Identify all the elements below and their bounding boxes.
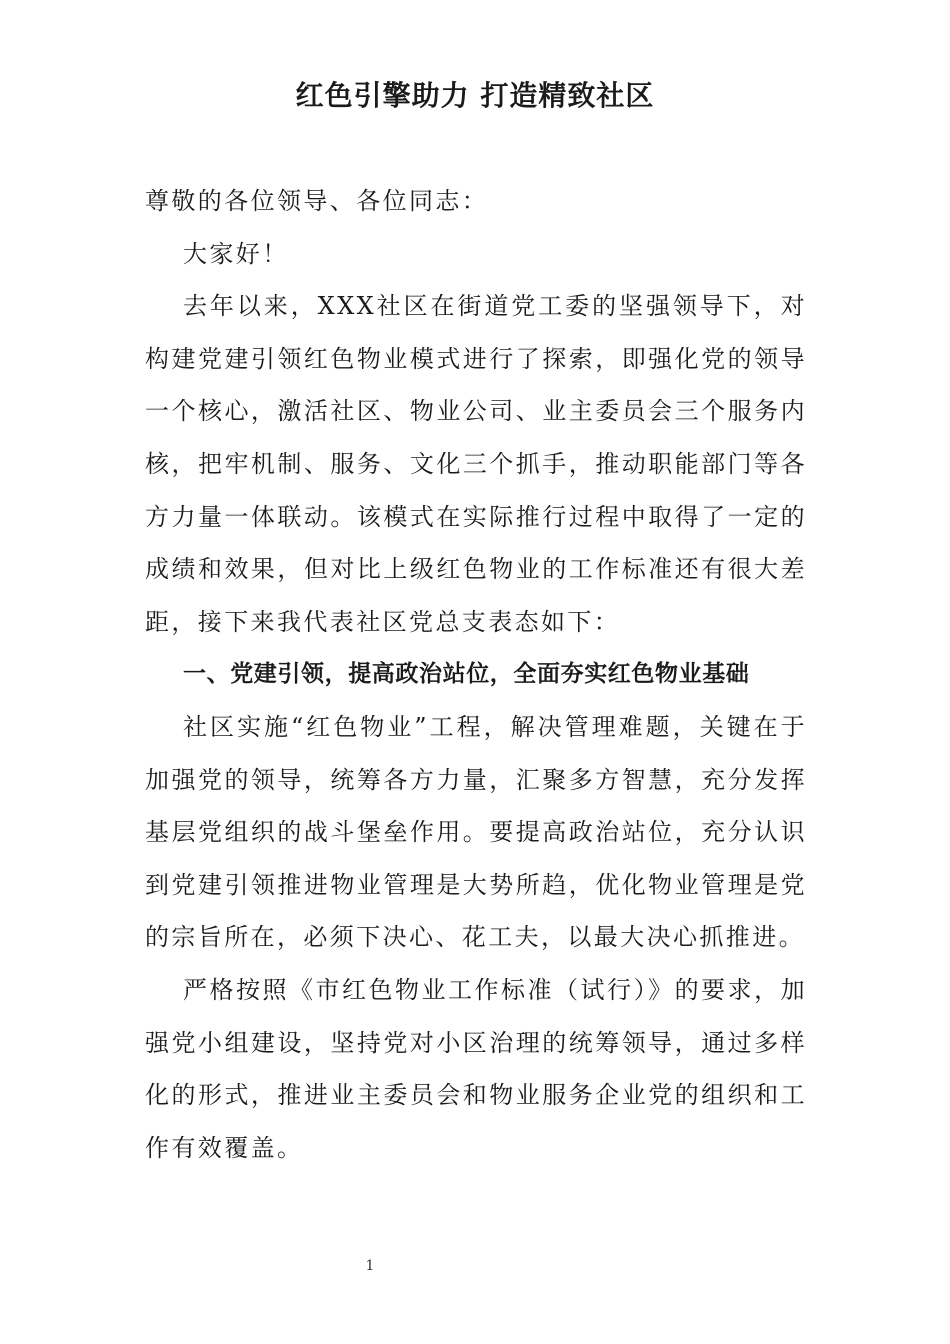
intro-paragraph: 去年以来，XXX社区在街道党工委的坚强领导下，对构建党建引领红色物业模式进行了探索，即强化党的领导一个核心，激活社区、物业公司、业主委员会三个服务内核，把牢机制、服务、文化三个抓手，推动职能部门等各方力量一体联动。该模式在实际推行过程中取得了一定的成绩和效果，但对比上级红色物业的工作标准还有很大差距，接下来我代表社区党总支表态如下： — [145, 292, 807, 636]
salutation: 尊敬的各位领导、各位同志： — [145, 187, 489, 215]
greeting: 大家好！ — [183, 239, 289, 268]
document-title: 红色引擎助力 打造精致社区 — [295, 79, 655, 112]
page-number: 1 — [365, 1258, 375, 1274]
document-body — [145, 175, 807, 1174]
section-heading: 一、党建引领，提高政治站位，全面夯实红色物业基础 — [183, 661, 750, 688]
section-paragraph: 社区实施“红色物业”工程，解决管理难题，关键在于加强党的领导，统筹各方力量，汇聚多方智慧，充分发挥基层党组织的战斗堡垒作用。要提高政治站位，充分认识到党建引领推进物业管理是大势所趋，优化物业管理是党的宗旨所在，必须下决心、花工夫，以最大决心抓推进。 — [145, 712, 807, 952]
section-paragraph: 严格按照《市红色物业工作标准（试行）》的要求，加强党小组建设，坚持党对小区治理的统筹领导，通过多样化的形式，推进业主委员会和物业服务企业党的组织和工作有效覆盖。 — [145, 975, 807, 1162]
